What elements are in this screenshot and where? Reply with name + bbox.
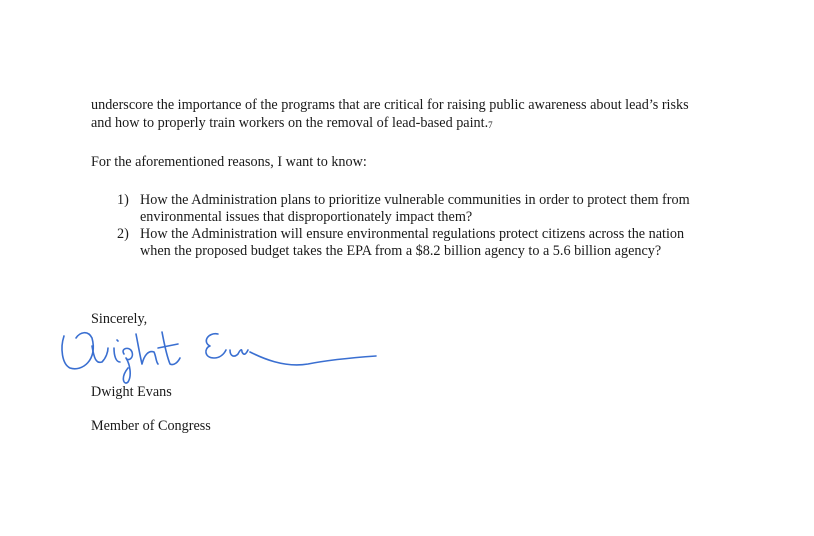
signer-title	[91, 418, 211, 435]
question-text: How the Administration plans to prioritize vulnerable communities in order to protect them from	[140, 192, 690, 208]
paragraph-line	[91, 97, 689, 114]
questions-intro	[91, 154, 367, 171]
list-number: 1)	[117, 192, 129, 208]
paragraph-line	[91, 115, 493, 134]
question-text: environmental issues that disproportionately impact them?	[140, 209, 473, 225]
question-text: How the Administration will ensure environmental regulations protect citizens across the nation	[140, 226, 685, 242]
signer-title-text: Member of Congress	[91, 418, 211, 434]
list-item-line	[140, 226, 684, 243]
closing-text: Sincerely,	[91, 311, 148, 327]
paragraph-text: underscore the importance of the programs that are critical for raising public awareness about lead’s risks	[91, 97, 689, 113]
list-item-line	[140, 192, 690, 209]
list-number: 2)	[117, 226, 129, 242]
list-item-line	[140, 209, 472, 226]
signer-name-text: Dwight Evans	[91, 384, 172, 400]
handwritten-signature	[58, 318, 388, 386]
signer-name	[91, 384, 172, 401]
list-item-line	[140, 243, 661, 260]
paragraph-text: and how to properly train workers on the removal of lead-based paint.	[91, 115, 489, 131]
intro-text: For the aforementioned reasons, I want to know:	[91, 154, 367, 170]
question-text: when the proposed budget takes the EPA from a $8.2 billion agency to a 5.6 billion agency?	[140, 243, 662, 259]
footnote-marker: 7	[488, 120, 493, 130]
